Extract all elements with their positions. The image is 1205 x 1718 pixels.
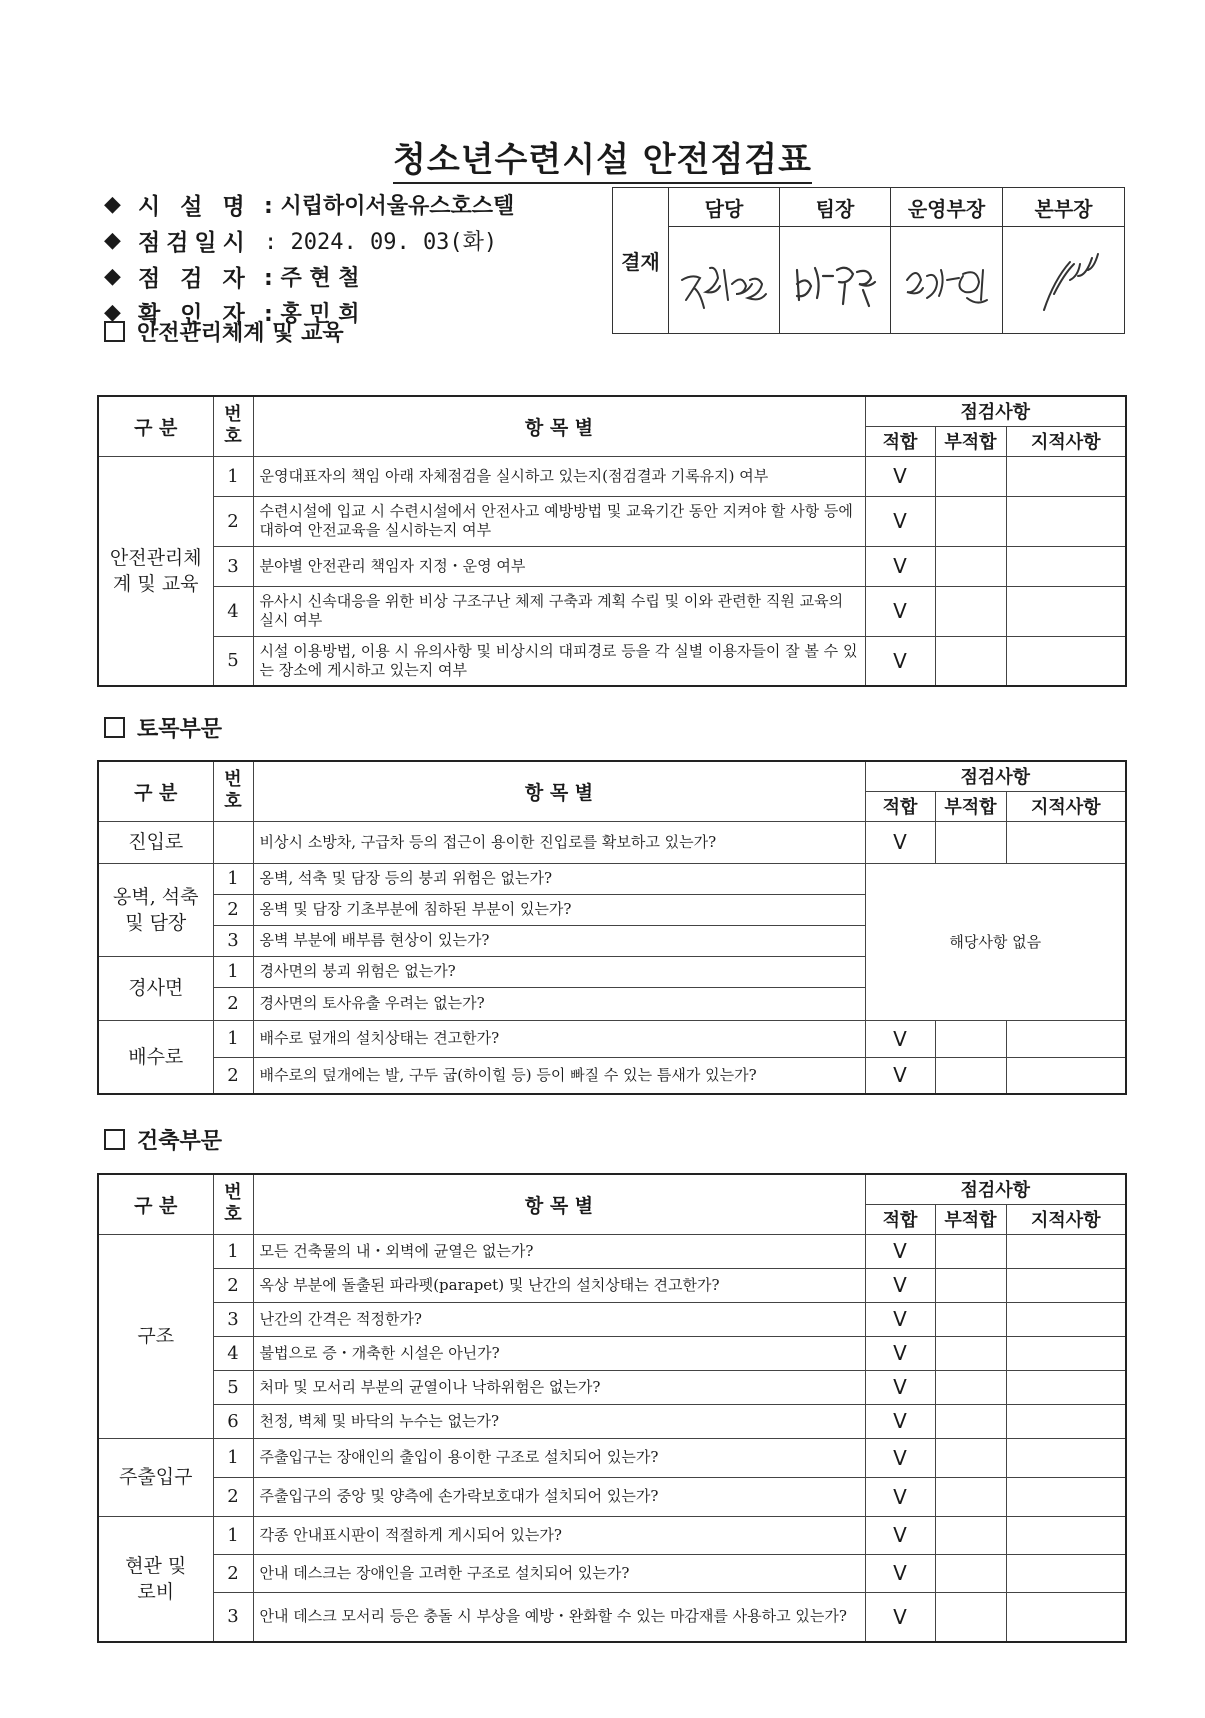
- note-cell: [1006, 1302, 1126, 1336]
- pass-check: V: [865, 546, 935, 586]
- section-header-safety: [104, 316, 344, 347]
- fail-cell: [935, 1370, 1006, 1404]
- signature-director: [1003, 227, 1125, 334]
- note-cell: [1006, 1438, 1126, 1477]
- header-check: 점검사항: [865, 396, 1126, 426]
- fail-cell: [935, 1302, 1006, 1336]
- table-row: [98, 1592, 1126, 1642]
- header-item: 항 목 별: [253, 761, 865, 821]
- note-cell: [1006, 1516, 1126, 1554]
- info-value: : 홍 민 희: [264, 301, 360, 327]
- category-cell: 현관 및 로비: [98, 1516, 213, 1642]
- item-text: 옥상 부분에 돌출된 파라펫(parapet) 및 난간의 설치상태는 견고한가?: [253, 1268, 865, 1302]
- item-text: 배수로 덮개의 설치상태는 견고한가?: [253, 1020, 865, 1057]
- square-bullet-icon: [104, 717, 125, 738]
- pass-check: V: [865, 1302, 935, 1336]
- info-value: : 2024. 09. 03(화): [264, 229, 498, 255]
- fail-cell: [935, 1438, 1006, 1477]
- row-number: 1: [213, 1438, 253, 1477]
- info-value: : 시립하이서울유스호스텔: [264, 193, 515, 219]
- table-row: [98, 496, 1126, 546]
- row-number: 2: [213, 1477, 253, 1516]
- header-fail: 부적합: [935, 426, 1006, 456]
- signature-staff: [669, 227, 780, 334]
- item-text: 옹벽, 석축 및 담장 등의 붕괴 위험은 없는가?: [253, 863, 865, 894]
- item-text: 비상시 소방차, 구급차 등의 접근이 용이한 진입로를 확보하고 있는가?: [253, 821, 865, 863]
- item-text: 주출입구는 장애인의 출입이 용이한 구조로 설치되어 있는가?: [253, 1438, 865, 1477]
- pass-check: V: [865, 1438, 935, 1477]
- pass-check: V: [865, 1020, 935, 1057]
- fail-cell: [935, 1268, 1006, 1302]
- category-cell: 구조: [98, 1234, 213, 1438]
- section-header-architecture: [104, 1124, 222, 1155]
- row-number: [213, 821, 253, 863]
- row-number: 3: [213, 925, 253, 956]
- info-label: 시 설 명: [138, 193, 251, 220]
- table-row: [98, 1554, 1126, 1592]
- fail-cell: [935, 821, 1006, 863]
- table-row: [98, 456, 1126, 496]
- item-text: 불법으로 증・개축한 시설은 아닌가?: [253, 1336, 865, 1370]
- pass-check: V: [865, 586, 935, 636]
- info-value: : 주 현 철: [264, 265, 360, 291]
- row-number: 3: [213, 546, 253, 586]
- pass-check: V: [865, 1516, 935, 1554]
- info-row-inspector: [104, 258, 514, 294]
- header-pass: 적합: [865, 1204, 935, 1234]
- pass-check: V: [865, 636, 935, 686]
- row-number: 4: [213, 586, 253, 636]
- item-text: 난간의 간격은 적정한가?: [253, 1302, 865, 1336]
- item-text: 안내 데스크 모서리 등은 충돌 시 부상을 예방・완화할 수 있는 마감재를 사용하고 있는가?: [253, 1592, 865, 1642]
- row-number: 1: [213, 863, 253, 894]
- row-number: 3: [213, 1592, 253, 1642]
- header-note: 지적사항: [1006, 791, 1126, 821]
- signature-teamlead: [780, 227, 891, 334]
- square-bullet-icon: [104, 1129, 125, 1150]
- table-row: [98, 1516, 1126, 1554]
- note-cell: [1006, 586, 1126, 636]
- header-pass: 적합: [865, 791, 935, 821]
- fail-cell: [935, 586, 1006, 636]
- architecture-table: [97, 1173, 1127, 1643]
- fail-cell: [935, 1477, 1006, 1516]
- pass-check: V: [865, 456, 935, 496]
- civil-engineering-table: [97, 760, 1127, 1095]
- section-title: 토목부문: [137, 717, 223, 742]
- fail-cell: [935, 636, 1006, 686]
- header-category: 구 분: [98, 1174, 213, 1234]
- item-text: 주출입구의 중앙 및 양측에 손가락보호대가 설치되어 있는가?: [253, 1477, 865, 1516]
- row-number: 6: [213, 1404, 253, 1438]
- info-row-facility: [104, 186, 514, 222]
- table-row: [98, 1302, 1126, 1336]
- category-cell: 진입로: [98, 821, 213, 863]
- pass-check: V: [865, 1370, 935, 1404]
- approval-col-teamlead: 팀장: [780, 188, 891, 227]
- category-cell: 주출입구: [98, 1438, 213, 1516]
- safety-management-table: [97, 395, 1127, 687]
- header-number: 번 호: [213, 1174, 253, 1234]
- note-cell: [1006, 1554, 1126, 1592]
- item-text: 시설 이용방법, 이용 시 유의사항 및 비상시의 대피경로 등을 각 실별 이용자들이 잘 볼 수 있는 장소에 게시하고 있는지 여부: [253, 636, 865, 686]
- approval-col-staff: 담당: [669, 188, 780, 227]
- info-label: 점검일시: [138, 229, 251, 256]
- note-cell: [1006, 1592, 1126, 1642]
- approval-table: [612, 187, 1125, 334]
- fail-cell: [935, 456, 1006, 496]
- item-text: 운영대표자의 책임 아래 자체점검을 실시하고 있는지(점검결과 기록유지) 여부: [253, 456, 865, 496]
- note-cell: [1006, 456, 1126, 496]
- note-cell: [1006, 1057, 1126, 1094]
- info-label: 점 검 자: [138, 265, 251, 292]
- note-cell: [1006, 1477, 1126, 1516]
- category-cell: 경사면: [98, 956, 213, 1020]
- table-row: [98, 1268, 1126, 1302]
- category-cell: 배수로: [98, 1020, 213, 1094]
- pass-check: V: [865, 1234, 935, 1268]
- diamond-bullet-icon: ◆: [104, 191, 121, 217]
- handwritten-signature-icon: [1014, 240, 1114, 320]
- category-cell: 안전관리체 계 및 교육: [98, 456, 213, 686]
- pass-check: V: [865, 1554, 935, 1592]
- note-cell: [1006, 1336, 1126, 1370]
- approval-col-director: 본부장: [1003, 188, 1125, 227]
- section-title: 안전관리체계 및 교육: [137, 321, 344, 346]
- table-row: [98, 1057, 1126, 1094]
- pass-check: V: [865, 1477, 935, 1516]
- row-number: 2: [213, 496, 253, 546]
- row-number: 5: [213, 1370, 253, 1404]
- table-row: [98, 1020, 1126, 1057]
- item-text: 모든 건축물의 내・외벽에 균열은 없는가?: [253, 1234, 865, 1268]
- section-title: 건축부문: [137, 1129, 223, 1154]
- row-number: 1: [213, 1020, 253, 1057]
- not-applicable-cell: 해당사항 없음: [865, 863, 1126, 1020]
- item-text: 분야별 안전관리 책임자 지정・운영 여부: [253, 546, 865, 586]
- header-item: 항 목 별: [253, 1174, 865, 1234]
- handwritten-signature-icon: [785, 240, 885, 320]
- fail-cell: [935, 546, 1006, 586]
- item-text: 옹벽 및 담장 기초부분에 침하된 부분이 있는가?: [253, 894, 865, 925]
- row-number: 2: [213, 1268, 253, 1302]
- row-number: 4: [213, 1336, 253, 1370]
- facility-info: [104, 186, 514, 330]
- diamond-bullet-icon: ◆: [104, 227, 121, 253]
- category-cell: 옹벽, 석축 및 담장: [98, 863, 213, 956]
- row-number: 2: [213, 1554, 253, 1592]
- table-row: [98, 1234, 1126, 1268]
- item-text: 천정, 벽체 및 바닥의 누수는 없는가?: [253, 1404, 865, 1438]
- item-text: 처마 및 모서리 부분의 균열이나 낙하위험은 없는가?: [253, 1370, 865, 1404]
- fail-cell: [935, 1516, 1006, 1554]
- pass-check: V: [865, 1057, 935, 1094]
- pass-check: V: [865, 1592, 935, 1642]
- info-row-date: [104, 222, 514, 258]
- table-row: [98, 1438, 1126, 1477]
- header-pass: 적합: [865, 426, 935, 456]
- diamond-bullet-icon: ◆: [104, 299, 121, 325]
- item-text: 경사면의 붕괴 위험은 없는가?: [253, 956, 865, 987]
- fail-cell: [935, 1057, 1006, 1094]
- header-note: 지적사항: [1006, 1204, 1126, 1234]
- item-text: 안내 데스크는 장애인을 고려한 구조로 설치되어 있는가?: [253, 1554, 865, 1592]
- header-category: 구 분: [98, 396, 213, 456]
- note-cell: [1006, 1020, 1126, 1057]
- row-number: 5: [213, 636, 253, 686]
- info-label: 확 인 자: [138, 301, 251, 328]
- table-row: [98, 636, 1126, 686]
- row-number: 1: [213, 456, 253, 496]
- pass-check: V: [865, 1404, 935, 1438]
- fail-cell: [935, 1592, 1006, 1642]
- fail-cell: [935, 1336, 1006, 1370]
- fail-cell: [935, 1020, 1006, 1057]
- item-text: 유사시 신속대응을 위한 비상 구조구난 체제 구축과 계획 수립 및 이와 관련한 직원 교육의 실시 여부: [253, 586, 865, 636]
- approval-label: 결재: [613, 188, 669, 334]
- item-text: 경사면의 토사유출 우려는 없는가?: [253, 987, 865, 1020]
- pass-check: V: [865, 496, 935, 546]
- item-text: 각종 안내표시판이 적절하게 게시되어 있는가?: [253, 1516, 865, 1554]
- note-cell: [1006, 821, 1126, 863]
- header-number: 번 호: [213, 761, 253, 821]
- pass-check: V: [865, 821, 935, 863]
- note-cell: [1006, 636, 1126, 686]
- handwritten-signature-icon: [674, 240, 774, 320]
- row-number: 1: [213, 1234, 253, 1268]
- note-cell: [1006, 1370, 1126, 1404]
- row-number: 1: [213, 956, 253, 987]
- header-note: 지적사항: [1006, 426, 1126, 456]
- table-row: [98, 1477, 1126, 1516]
- fail-cell: [935, 1234, 1006, 1268]
- row-number: 1: [213, 1516, 253, 1554]
- document-title: 청소년수련시설 안전점검표: [0, 132, 1205, 181]
- table-row: [98, 586, 1126, 636]
- square-bullet-icon: [104, 321, 125, 342]
- note-cell: [1006, 1404, 1126, 1438]
- note-cell: [1006, 1234, 1126, 1268]
- header-check: 점검사항: [865, 1174, 1126, 1204]
- header-number: 번 호: [213, 396, 253, 456]
- table-row: [98, 821, 1126, 863]
- item-text: 옹벽 부분에 배부름 현상이 있는가?: [253, 925, 865, 956]
- row-number: 2: [213, 1057, 253, 1094]
- pass-check: V: [865, 1336, 935, 1370]
- pass-check: V: [865, 1268, 935, 1302]
- note-cell: [1006, 546, 1126, 586]
- table-row: [98, 1404, 1126, 1438]
- row-number: 3: [213, 1302, 253, 1336]
- approval-col-opsmanager: 운영부장: [891, 188, 1003, 227]
- fail-cell: [935, 496, 1006, 546]
- item-text: 수련시설에 입교 시 수련시설에서 안전사고 예방방법 및 교육기간 동안 지켜야 할 사항 등에 대하여 안전교육을 실시하는지 여부: [253, 496, 865, 546]
- header-category: 구 분: [98, 761, 213, 821]
- row-number: 2: [213, 987, 253, 1020]
- header-fail: 부적합: [935, 1204, 1006, 1234]
- row-number: 2: [213, 894, 253, 925]
- fail-cell: [935, 1554, 1006, 1592]
- note-cell: [1006, 496, 1126, 546]
- section-header-civil: [104, 712, 222, 743]
- table-row: [98, 1370, 1126, 1404]
- diamond-bullet-icon: ◆: [104, 263, 121, 289]
- signature-opsmanager: [891, 227, 1003, 334]
- header-item: 항 목 별: [253, 396, 865, 456]
- fail-cell: [935, 1404, 1006, 1438]
- header-fail: 부적합: [935, 791, 1006, 821]
- table-row: [98, 863, 1126, 894]
- note-cell: [1006, 1268, 1126, 1302]
- table-row: [98, 1336, 1126, 1370]
- handwritten-signature-icon: [897, 240, 997, 320]
- table-row: [98, 546, 1126, 586]
- header-check: 점검사항: [865, 761, 1126, 791]
- item-text: 배수로의 덮개에는 발, 구두 굽(하이힐 등) 등이 빠질 수 있는 틈새가 있는가?: [253, 1057, 865, 1094]
